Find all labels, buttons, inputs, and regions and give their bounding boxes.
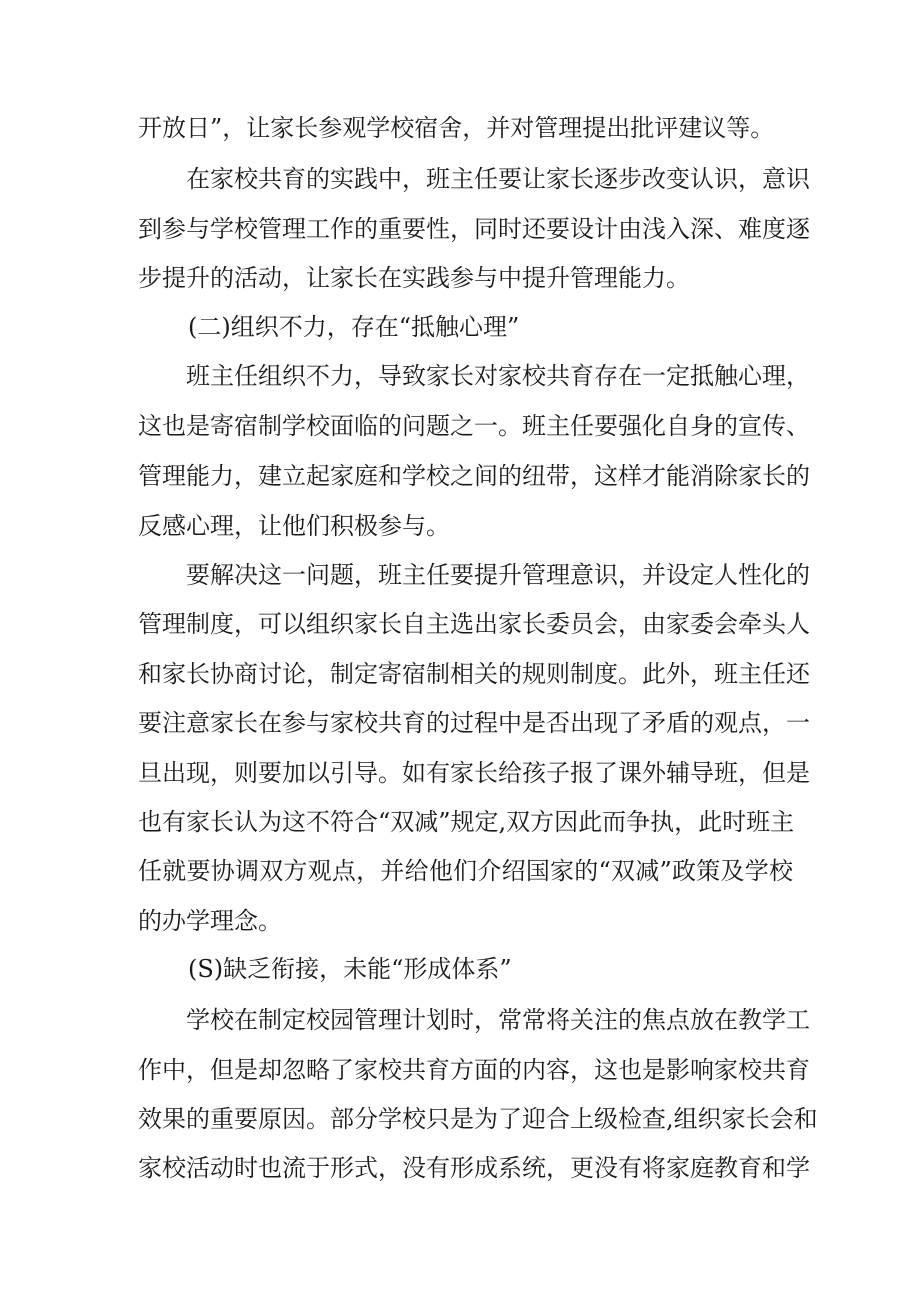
section-heading: (二)组织不力，存在“抵触心理”	[188, 313, 520, 341]
paragraph-line: 开放日”，让家长参观学校宿舍，并对管理提出批评建议等。	[138, 114, 775, 142]
paragraph-line: 到参与学校管理工作的重要性，同时还要设计由浅入深、难度逐	[138, 215, 810, 243]
paragraph-line: 要注意家长在参与家校共育的过程中是否出现了矛盾的观点，一	[138, 709, 810, 737]
paragraph-line: 要解决这一问题，班主任要提升管理意识，并设定人性化的	[186, 561, 810, 589]
paragraph-line: 管理制度，可以组织家长自主选出家长委员会，由家委会牵头人	[138, 610, 810, 638]
paragraph-line: 反感心理，让他们积极参与。	[138, 512, 450, 540]
paragraph-line: 效果的重要原因。部分学校只是为了迎合上级检查,组织家长会和	[138, 1105, 818, 1133]
paragraph-line: 家校活动时也流于形式，没有形成系统，更没有将家庭教育和学	[138, 1154, 810, 1182]
paragraph-line: 在家校共育的实践中，班主任要让家长逐步改变认识，意识	[186, 165, 810, 193]
paragraph-line: 的办学理念。	[138, 907, 282, 935]
paragraph-line: 班主任组织不力，导致家长对家校共育存在一定抵触心理，	[186, 362, 810, 390]
paragraph-line: 管理能力，建立起家庭和学校之间的纽带，这样才能消除家长的	[138, 462, 810, 490]
paragraph-line: 这也是寄宿制学校面临的问题之一。班主任要强化自身的宣传、	[138, 412, 810, 440]
paragraph-line: 旦出现，则要加以引导。如有家长给孩子报了课外辅导班，但是	[138, 759, 810, 787]
paragraph-line: 学校在制定校园管理计划时，常常将关注的焦点放在教学工	[186, 1006, 810, 1034]
paragraph-line: 和家长协商讨论，制定寄宿制相关的规则制度。此外，班主任还	[138, 660, 810, 688]
paragraph-line: 步提升的活动，让家长在实践参与中提升管理能力。	[138, 264, 690, 292]
paragraph-line: 任就要协调双方观点，并给他们介绍国家的“双减”政策及学校	[138, 857, 793, 885]
section-heading: (S)缺乏衔接，未能“形成体系”	[188, 955, 512, 983]
paragraph-line: 也有家长认为这不符合“双减”规定,双方因此而争执，此时班主	[138, 808, 795, 836]
paragraph-line: 作中，但是却忽略了家校共育方面的内容，这也是影响家校共育	[138, 1056, 810, 1084]
